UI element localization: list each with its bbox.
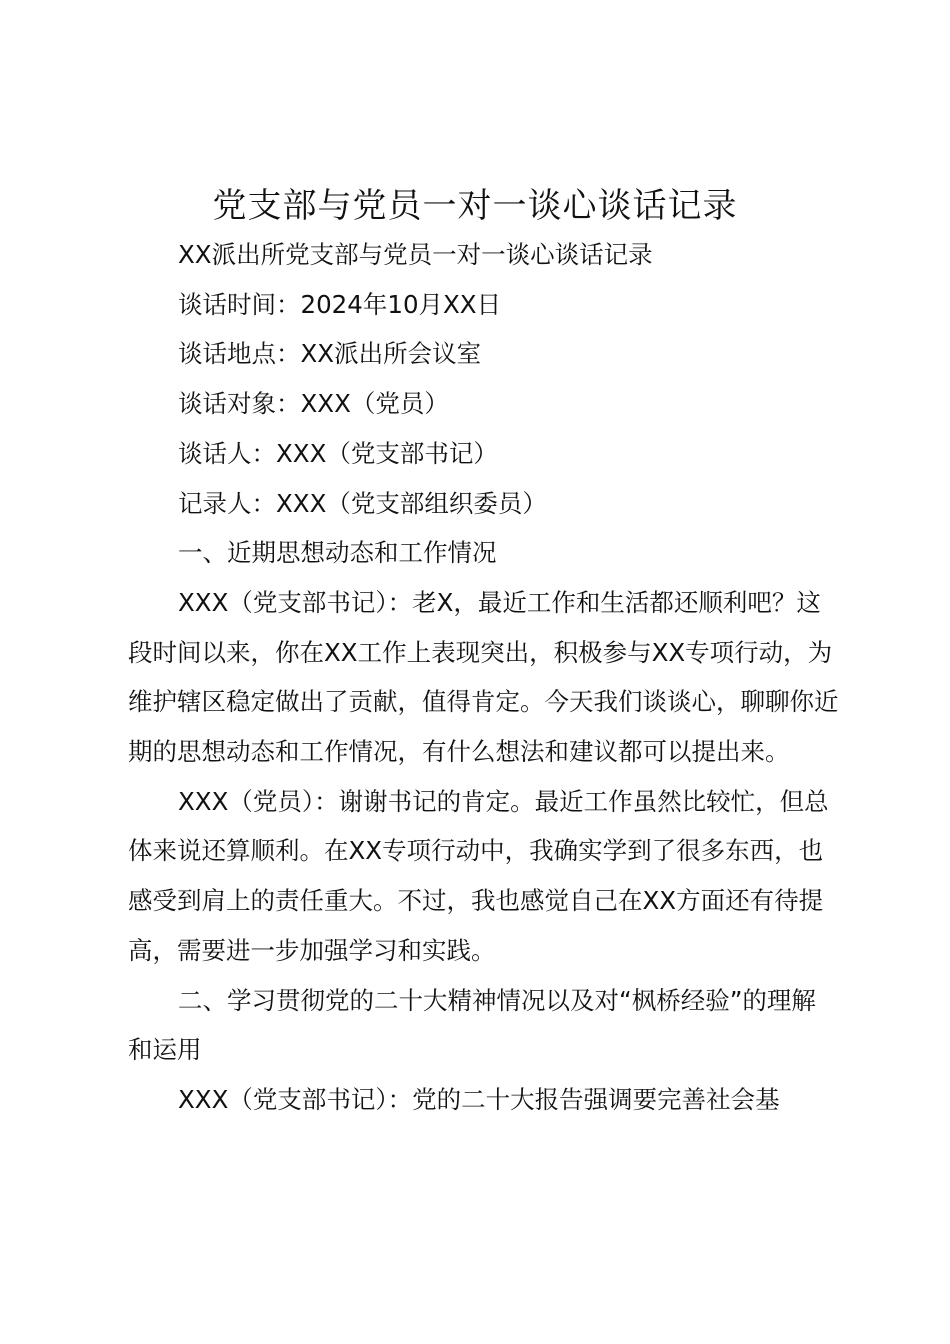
paragraph-secretary-1: XXX（党支部书记）：老X，最近工作和生活都还顺利吧？这段时间以来，你在XX工作上表现突出，积极参与XX专项行动，为维护辖区稳定做出了贡献，值得肯定。今天我们谈谈心，聊聊你近期的思想动态和工作情况，有什么想法和建议都可以提出来。 [128, 587, 839, 767]
paragraph-member-1: XXX（党员）：谢谢书记的肯定。最近工作虽然比较忙，但总体来说还算顺利。在XX专项行动中，我确实学到了很多东西，也感受到肩上的责任重大。不过，我也感觉自己在XX方面还有待提高，需要进一步加强学习和实践。 [128, 786, 829, 965]
meta-talk-location: 谈话地点：XX派出所会议室 [178, 339, 482, 369]
paragraph-secretary-2: XXX（党支部书记）：党的二十大报告强调要完善社会基 [178, 1084, 780, 1114]
meta-talk-subject: 谈话对象：XXX（党员） [178, 389, 449, 419]
meta-block [128, 230, 840, 528]
meta-talk-host: 谈话人：XXX（党支部书记） [178, 438, 498, 468]
section-heading-2: 二、学习贯彻党的二十大精神情况以及对“枫桥经验”的理解和运用 [128, 985, 816, 1065]
meta-recorder: 记录人：XXX（党支部组织委员） [178, 488, 547, 518]
section-heading-1: 一、近期思想动态和工作情况 [178, 538, 497, 568]
document-title: 党支部与党员一对一谈心谈话记录 [212, 186, 738, 226]
document-subtitle: XX派出所党支部与党员一对一谈心谈话记录 [178, 240, 653, 269]
document-body [128, 230, 840, 1125]
meta-talk-time: 谈话时间：2024年10月XX日 [178, 289, 502, 319]
